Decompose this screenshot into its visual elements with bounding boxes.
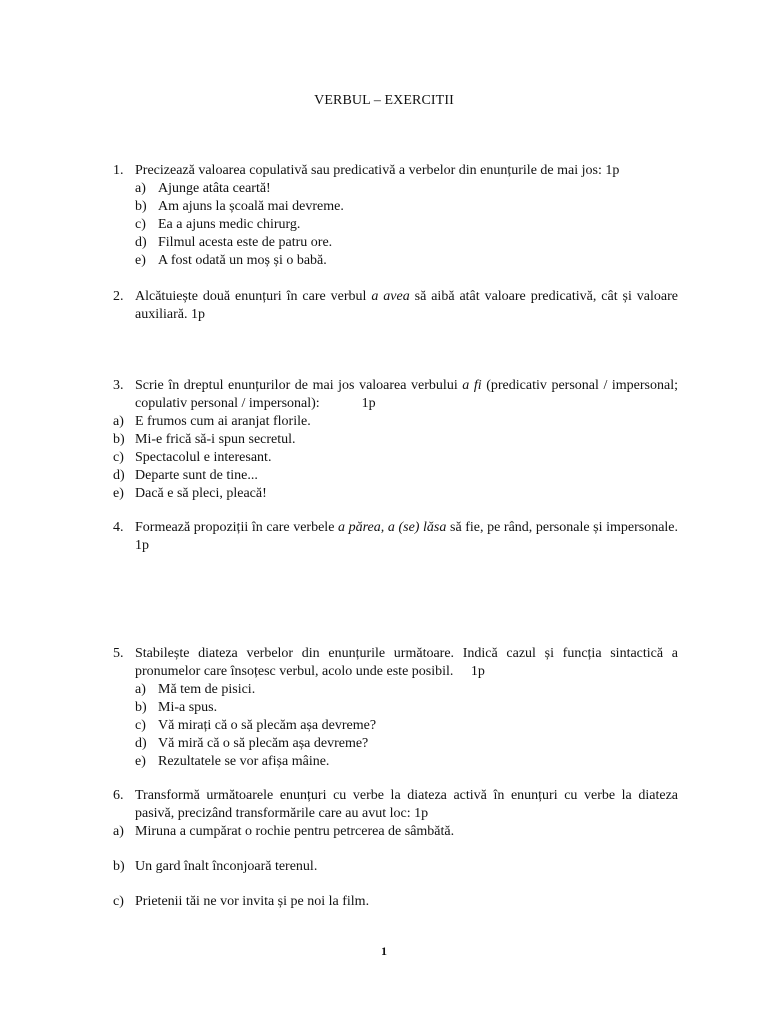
exercise-items <box>113 823 678 911</box>
list-item <box>135 753 678 771</box>
exercise-items <box>113 413 678 503</box>
list-item <box>113 413 678 431</box>
exercise-instruction <box>135 288 678 324</box>
exercise-number: 4. <box>113 520 124 535</box>
exercise-instruction <box>135 377 682 413</box>
list-item <box>113 449 678 467</box>
exercise-instruction <box>135 519 678 555</box>
item-text: Ea a ajuns medic chirurg. <box>158 217 301 232</box>
item-text: Filmul acesta este de patru ore. <box>158 235 333 250</box>
item-text: Am ajuns la școală mai devreme. <box>158 199 344 214</box>
exercise-number: 1. <box>113 163 124 178</box>
list-item <box>135 699 678 717</box>
item-text: Prietenii tăi ne vor invita și pe noi la film. <box>135 894 370 909</box>
list-item <box>135 180 678 198</box>
exercise-number: 5. <box>113 646 124 661</box>
item-text: Un gard înalt înconjoară terenul. <box>135 859 318 874</box>
exercise-5 <box>113 645 682 771</box>
list-item <box>135 735 678 753</box>
item-letter: d) <box>135 736 147 751</box>
item-letter: c) <box>113 894 124 909</box>
item-text: Spectacolul e interesant. <box>135 450 272 465</box>
item-text: Departe sunt de tine... <box>135 468 258 483</box>
item-letter: a) <box>135 181 146 196</box>
exercise-2 <box>113 288 678 324</box>
list-item <box>135 717 678 735</box>
list-item <box>135 252 678 270</box>
item-text: Vă mirați că o să plecăm așa devreme? <box>158 718 377 733</box>
item-letter: e) <box>135 253 146 268</box>
item-text: Rezultatele se vor afișa mâine. <box>158 754 330 769</box>
exercise-number: 2. <box>113 289 124 304</box>
item-letter: a) <box>135 682 146 697</box>
list-item <box>113 823 678 841</box>
item-letter: b) <box>135 199 147 214</box>
instruction-text: Formează propoziții în care verbele <box>135 520 339 535</box>
list-item <box>113 485 678 503</box>
exercise-number: 6. <box>113 788 124 803</box>
list-item <box>135 216 678 234</box>
list-item <box>113 858 678 876</box>
item-letter: b) <box>113 859 125 874</box>
list-item <box>113 893 678 911</box>
exercise-number: 3. <box>113 378 124 393</box>
item-letter: b) <box>113 432 125 447</box>
item-text: Miruna a cumpărat o rochie pentru petrcerea de sâmbătă. <box>135 824 455 839</box>
item-letter: d) <box>113 468 125 483</box>
instruction-verb: a părea, a (se) lăsa <box>338 520 447 535</box>
item-text: Dacă e să pleci, pleacă! <box>135 486 267 501</box>
item-letter: c) <box>135 718 146 733</box>
item-letter: e) <box>135 754 146 769</box>
instruction-text: Scrie în dreptul enunțurilor de mai jos valoarea verbului <box>135 378 463 393</box>
exercise-3 <box>113 377 682 503</box>
list-item <box>135 234 678 252</box>
exercise-instruction: Transformă următoarele enunțuri cu verbe la diateza activă în enunțuri cu verbe la diateza pasivă, precizând transformările care au avut loc: 1p <box>135 788 678 821</box>
exercise-instruction: Precizează valoarea copulativă sau predicativă a verbelor din enunțurile de mai jos: 1p <box>135 163 620 178</box>
instruction-text: să aibă atât valoare predicativă, cât și valoare auxiliară. 1p <box>135 289 678 322</box>
item-text: Mi-a spus. <box>158 700 218 715</box>
instruction-text: (predicativ personal / impersonal; copulativ personal / impersonal): 1p <box>135 378 682 411</box>
item-text: E frumos cum ai aranjat florile. <box>135 414 311 429</box>
item-letter: a) <box>113 824 124 839</box>
exercise-items <box>135 180 678 270</box>
item-letter: b) <box>135 700 147 715</box>
page-number: 1 <box>381 944 387 958</box>
exercise-4 <box>113 519 678 555</box>
item-letter: c) <box>135 217 146 232</box>
list-item <box>135 681 678 699</box>
instruction-text: să fie, pe rând, personale și impersonale. 1p <box>135 520 679 553</box>
instruction-verb: a fi <box>462 378 482 393</box>
item-text: Ajunge atâta ceartă! <box>158 181 271 196</box>
document-title: VERBUL – EXERCITII <box>314 93 454 108</box>
item-text: Mă tem de pisici. <box>158 682 256 697</box>
list-item <box>113 431 678 449</box>
item-letter: e) <box>113 486 124 501</box>
instruction-verb: a avea <box>371 289 410 304</box>
exercise-instruction: Stabilește diateza verbelor din enunțurile următoare. Indică cazul și funcția sintactică a pronumelor care însoțesc verbul, acolo unde este posibil. 1p <box>135 646 682 679</box>
item-text: Mi-e frică să-i spun secretul. <box>135 432 296 447</box>
item-text: A fost odată un moș și o babă. <box>158 253 327 268</box>
exercise-items <box>135 681 678 771</box>
item-letter: a) <box>113 414 124 429</box>
item-text: Vă miră că o să plecăm așa devreme? <box>158 736 369 751</box>
instruction-text: Alcătuiește două enunțuri în care verbul <box>135 289 372 304</box>
list-item <box>113 467 678 485</box>
exercise-6 <box>113 787 678 928</box>
list-item <box>135 198 678 216</box>
item-letter: c) <box>113 450 124 465</box>
exercise-1 <box>113 162 678 270</box>
item-letter: d) <box>135 235 147 250</box>
